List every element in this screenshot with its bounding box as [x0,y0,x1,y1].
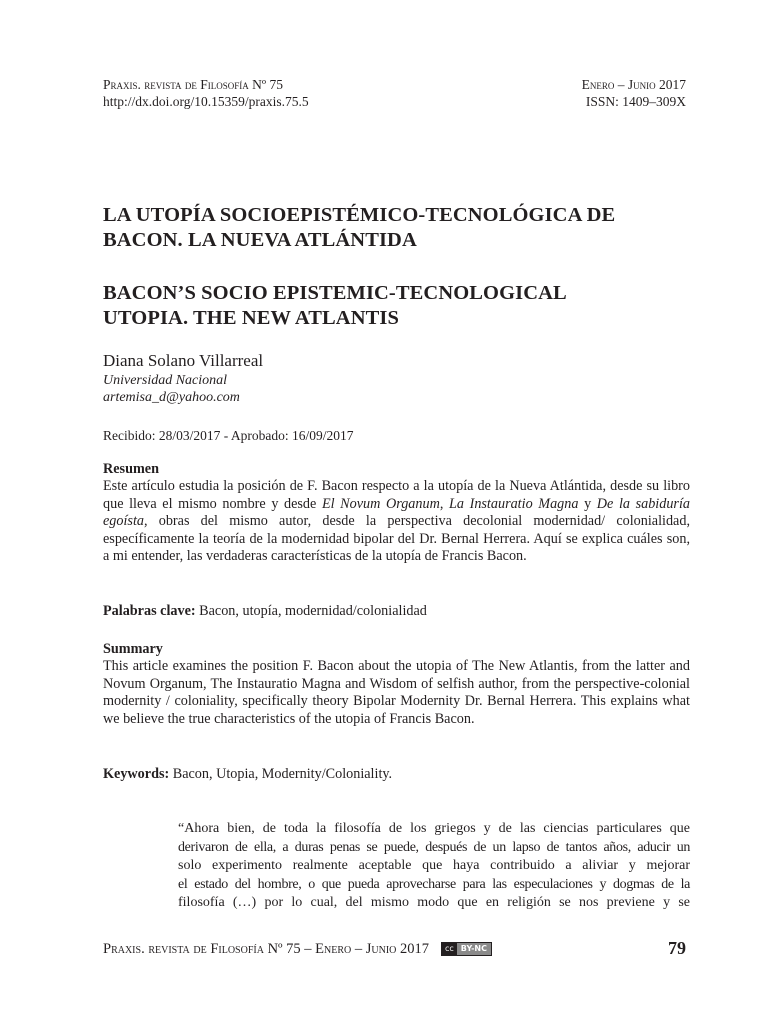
quote-line: solo experimento realmente aceptable que haya contribuido a aliviar y mejorar [178,858,690,873]
resumen-text [103,478,690,565]
cc-icon: cc [442,943,457,955]
cc-license-badge[interactable] [441,942,492,956]
resumen-heading: Resumen [103,461,159,477]
quote-line: filosofía (…) por lo cual, del mismo modo que en religión se nos previene y se [178,895,690,910]
page-number: 79 [668,938,686,958]
keywords [103,766,690,783]
epigraph-quote [178,820,690,913]
quote-line: el estado del hombre, o que pueda aprovecharse para las especulaciones y dogmas de la [178,876,690,892]
article-title-english [103,281,703,331]
keywords-label: Keywords: [103,766,170,782]
author-institution: Universidad Nacional [103,373,228,388]
author-block [103,350,263,406]
work-title: La Instauratio Magna [449,495,579,512]
author-name: Diana Solano Villarreal [103,351,264,370]
running-header-right [582,76,686,110]
work-title: De la sabiduría egoísta [103,495,690,530]
page-footer [103,940,492,958]
title-line: BACON. LA NUEVA ATLÁNTIDA [103,229,417,251]
author-email[interactable]: artemisa_d@yahoo.com [103,390,240,405]
article-title-spanish [103,203,703,253]
resumen-text-part: y [578,495,597,512]
title-line: BACON’S SOCIO EPISTEMIC-TECNOLOGICAL [103,282,567,304]
work-title: El Novum Organum [321,495,440,512]
quote-line: “Ahora bien, de toda la filosofía de los griegos y de las ciencias particulares que [178,821,690,836]
issue-period: Enero – Junio 2017 [581,77,686,92]
footer-journal: Praxis. revista de Filosofía Nº 75 – Enero – Junio 2017 [103,941,429,957]
summary-section [103,641,690,728]
resumen-section [103,461,690,565]
quote-line: derivaron de ella, a duras penas se puede, después de un lapso de tantos años, aducir un [178,839,690,855]
resumen-text-part: , [439,495,449,512]
palabras-clave-label: Palabras clave: [103,603,196,619]
title-line: UTOPIA. THE NEW ATLANTIS [103,307,399,329]
summary-text: This article examines the position F. Bacon about the utopia of The New Atlantis, from the latter and Novum Organum, The Instauratio Magna and Wisdom of selfish author, from the perspective-colonial modernity / coloniality, specifically theory Bipolar Modernity Dr. Bernal Herrera. This explains what we believe the true characteristics of the utopia of Francis Bacon. [103,658,690,727]
issn: ISSN: 1409–309X [585,94,686,109]
doi-link[interactable]: http://dx.doi.org/10.15359/praxis.75.5 [103,94,309,109]
keywords-value: Bacon, Utopia, Modernity/Coloniality. [169,766,393,782]
journal-name: Praxis. revista de Filosofía Nº 75 [103,77,283,92]
received-approved-dates: Recibido: 28/03/2017 - Aprobado: 16/09/2017 [103,428,354,443]
palabras-clave [103,603,690,620]
license-label: BY-NC [457,943,491,955]
summary-heading: Summary [103,641,163,657]
resumen-text-part: Este artículo estudia la posición de F. Bacon respecto a la utopía de la Nueva Atlántida, desde su libro que lleva el mismo nombre y desde [103,478,690,512]
running-header-left [103,76,309,110]
palabras-clave-value: Bacon, utopía, modernidad/colonialidad [195,603,427,619]
resumen-text-part: , obras del mismo autor, desde la perspectiva decolonial modernidad/ colonialidad, específicamente la teoría de la modernidad bipolar del Dr. Bernal Herrera. Aquí se explica cuáles son, a mi entender, las verdaderas características de la utopía de Francis Bacon. [103,513,690,565]
title-line: LA UTOPÍA SOCIOEPISTÉMICO-TECNOLÓGICA DE [103,204,616,226]
